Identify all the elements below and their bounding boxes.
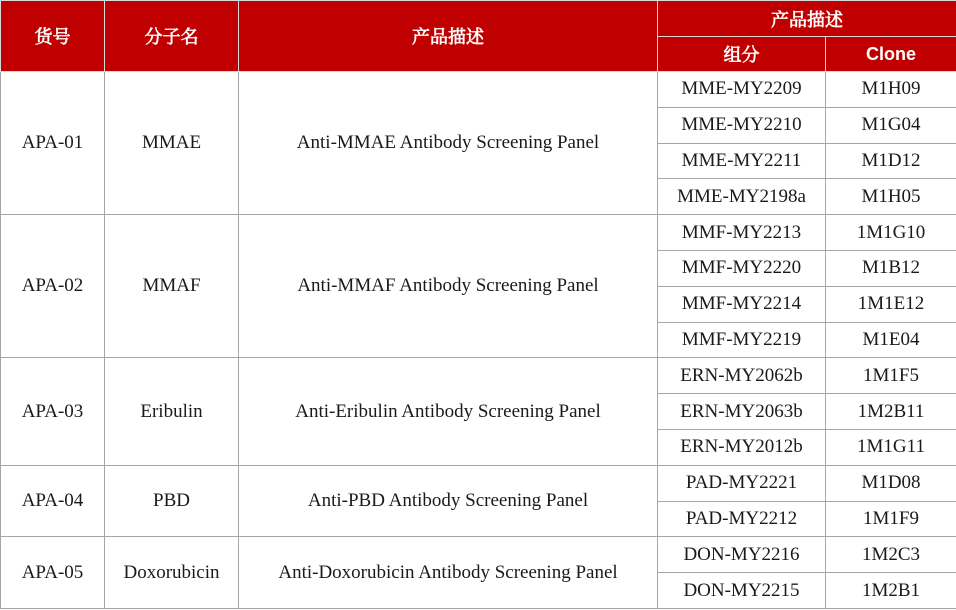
header-clone: Clone — [826, 37, 956, 72]
header-component: 组分 — [658, 37, 826, 72]
component-cell: DON-MY2215 — [658, 573, 826, 609]
clone-cell: 1M1F9 — [826, 501, 956, 537]
header-description: 产品描述 — [239, 1, 658, 72]
clone-cell: 1M1F5 — [826, 358, 956, 394]
clone-cell: 1M1G11 — [826, 429, 956, 465]
molecule-cell: MMAE — [105, 72, 239, 215]
catalog-no-cell: APA-05 — [1, 537, 105, 609]
table-row — [1, 358, 956, 394]
component-cell: ERN-MY2063b — [658, 394, 826, 430]
component-cell: MMF-MY2214 — [658, 286, 826, 322]
component-cell: MMF-MY2219 — [658, 322, 826, 358]
catalog-no-cell: APA-01 — [1, 72, 105, 215]
component-cell: MMF-MY2213 — [658, 215, 826, 251]
header-molecule: 分子名 — [105, 1, 239, 72]
molecule-cell: PBD — [105, 465, 239, 537]
component-cell: DON-MY2216 — [658, 537, 826, 573]
component-cell: ERN-MY2012b — [658, 429, 826, 465]
description-cell: Anti-MMAF Antibody Screening Panel — [239, 215, 658, 358]
component-cell: PAD-MY2212 — [658, 501, 826, 537]
table-row — [1, 465, 956, 501]
clone-cell: M1H05 — [826, 179, 956, 215]
catalog-no-cell: APA-02 — [1, 215, 105, 358]
clone-cell: 1M1E12 — [826, 286, 956, 322]
clone-cell: M1D12 — [826, 143, 956, 179]
header-catalog-no: 货号 — [1, 1, 105, 72]
clone-cell: M1B12 — [826, 250, 956, 286]
catalog-no-cell: APA-03 — [1, 358, 105, 465]
component-cell: ERN-MY2062b — [658, 358, 826, 394]
component-cell: MME-MY2198a — [658, 179, 826, 215]
clone-cell: M1G04 — [826, 107, 956, 143]
component-cell: MME-MY2211 — [658, 143, 826, 179]
catalog-no-cell: APA-04 — [1, 465, 105, 537]
clone-cell: M1E04 — [826, 322, 956, 358]
component-cell: MMF-MY2220 — [658, 250, 826, 286]
clone-cell: M1D08 — [826, 465, 956, 501]
description-cell: Anti-Doxorubicin Antibody Screening Panel — [239, 537, 658, 609]
component-cell: MME-MY2210 — [658, 107, 826, 143]
description-cell: Anti-PBD Antibody Screening Panel — [239, 465, 658, 537]
component-cell: PAD-MY2221 — [658, 465, 826, 501]
molecule-cell: Doxorubicin — [105, 537, 239, 609]
molecule-cell: MMAF — [105, 215, 239, 358]
header-row-1 — [1, 1, 956, 37]
clone-cell: M1H09 — [826, 72, 956, 108]
table-body — [1, 72, 956, 609]
description-cell: Anti-MMAE Antibody Screening Panel — [239, 72, 658, 215]
table-row — [1, 215, 956, 251]
clone-cell: 1M2B11 — [826, 394, 956, 430]
clone-cell: 1M2C3 — [826, 537, 956, 573]
molecule-cell: Eribulin — [105, 358, 239, 465]
table-row — [1, 72, 956, 108]
table-row — [1, 537, 956, 573]
component-cell: MME-MY2209 — [658, 72, 826, 108]
clone-cell: 1M1G10 — [826, 215, 956, 251]
clone-cell: 1M2B1 — [826, 573, 956, 609]
header-group-description: 产品描述 — [658, 1, 956, 37]
description-cell: Anti-Eribulin Antibody Screening Panel — [239, 358, 658, 465]
